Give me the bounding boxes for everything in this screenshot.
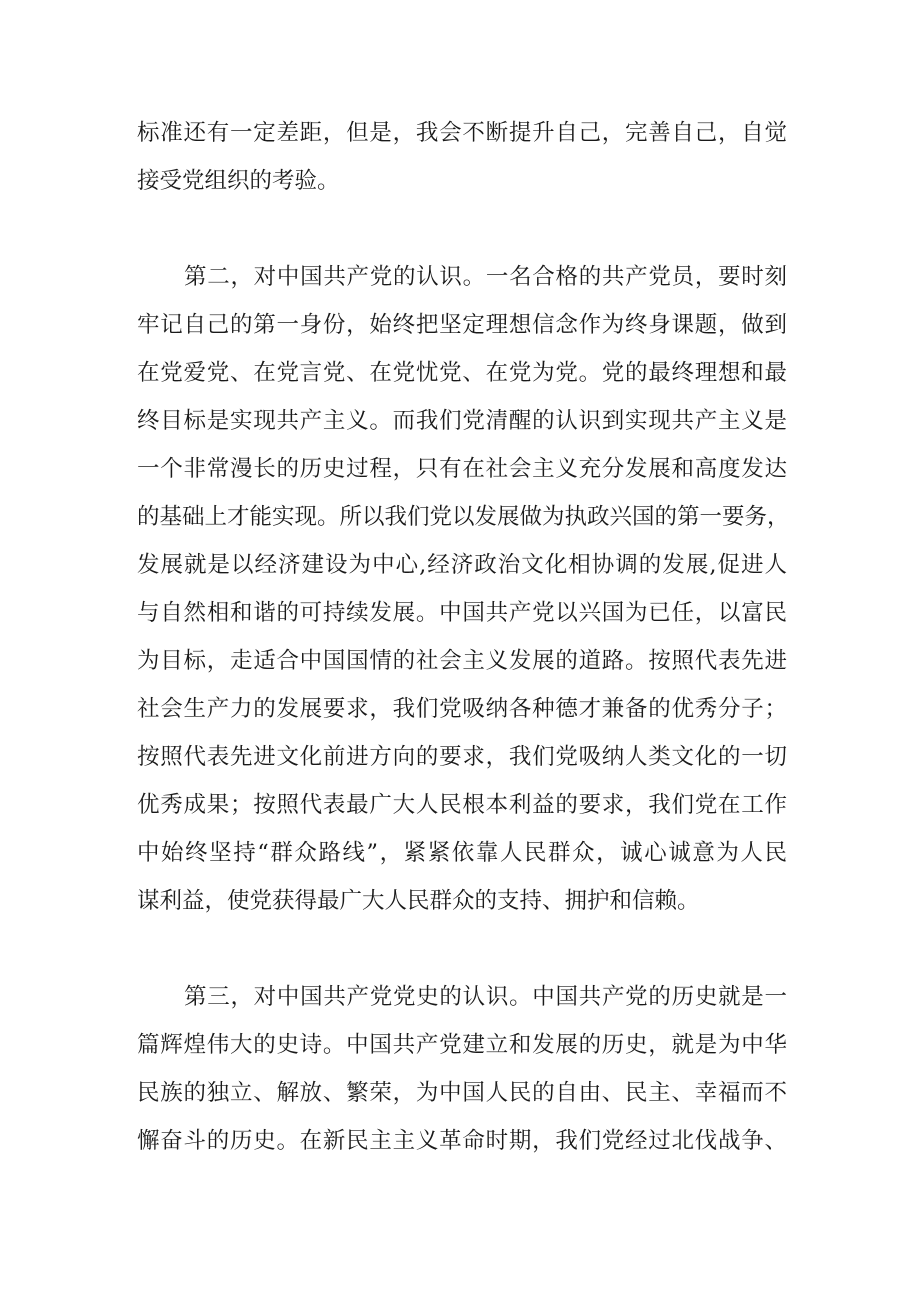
text-line: 标准还有一定差距，但是，我会不断提升自己，完善自己，自觉 [137, 120, 787, 146]
text-line: 终目标是实现共产主义。而我们党清醒的认识到实现共产主义是 [137, 408, 787, 434]
text-line: 发展就是以经济建设为中心,经济政治文化相协调的发展,促进人 [137, 552, 787, 578]
text-line: 接受党组织的考验。 [137, 168, 340, 194]
text-line: 第三，对中国共产党党史的认识。中国共产党的历史就是一 [184, 984, 787, 1010]
text-line: 牢记自己的第一身份，始终把坚定理想信念作为终身课题，做到 [137, 312, 787, 338]
text-line: 第二，对中国共产党的认识。一名合格的共产党员，要时刻 [184, 264, 787, 290]
text-line: 篇辉煌伟大的史诗。中国共产党建立和发展的历史，就是为中华 [137, 1032, 787, 1058]
text-line: 与自然相和谐的可持续发展。中国共产党以兴国为已任，以富民 [137, 600, 787, 626]
text-line: 懈奋斗的历史。在新民主主义革命时期，我们党经过北伐战争、 [137, 1128, 787, 1154]
text-line: 谋利益，使党获得最广大人民群众的支持、拥护和信赖。 [137, 888, 700, 914]
text-line: 的基础上才能实现。所以我们党以发展做为执政兴国的第一要务， [137, 504, 790, 530]
text-line: 中始终坚持“群众路线”，紧紧依靠人民群众，诚心诚意为人民 [137, 840, 787, 866]
text-line: 社会生产力的发展要求，我们党吸纳各种德才兼备的优秀分子； [137, 696, 787, 722]
text-line: 为目标，走适合中国国情的社会主义发展的道路。按照代表先进 [137, 648, 787, 674]
text-line: 优秀成果；按照代表最广大人民根本利益的要求，我们党在工作 [137, 792, 787, 818]
text-line: 在党爱党、在党言党、在党忧党、在党为党。党的最终理想和最 [137, 360, 787, 386]
text-line: 按照代表先进文化前进方向的要求，我们党吸纳人类文化的一切 [137, 744, 787, 770]
text-line: 一个非常漫长的历史过程，只有在社会主义充分发展和高度发达 [137, 456, 787, 482]
text-line: 民族的独立、解放、繁荣，为中国人民的自由、民主、幸福而不 [137, 1080, 787, 1106]
